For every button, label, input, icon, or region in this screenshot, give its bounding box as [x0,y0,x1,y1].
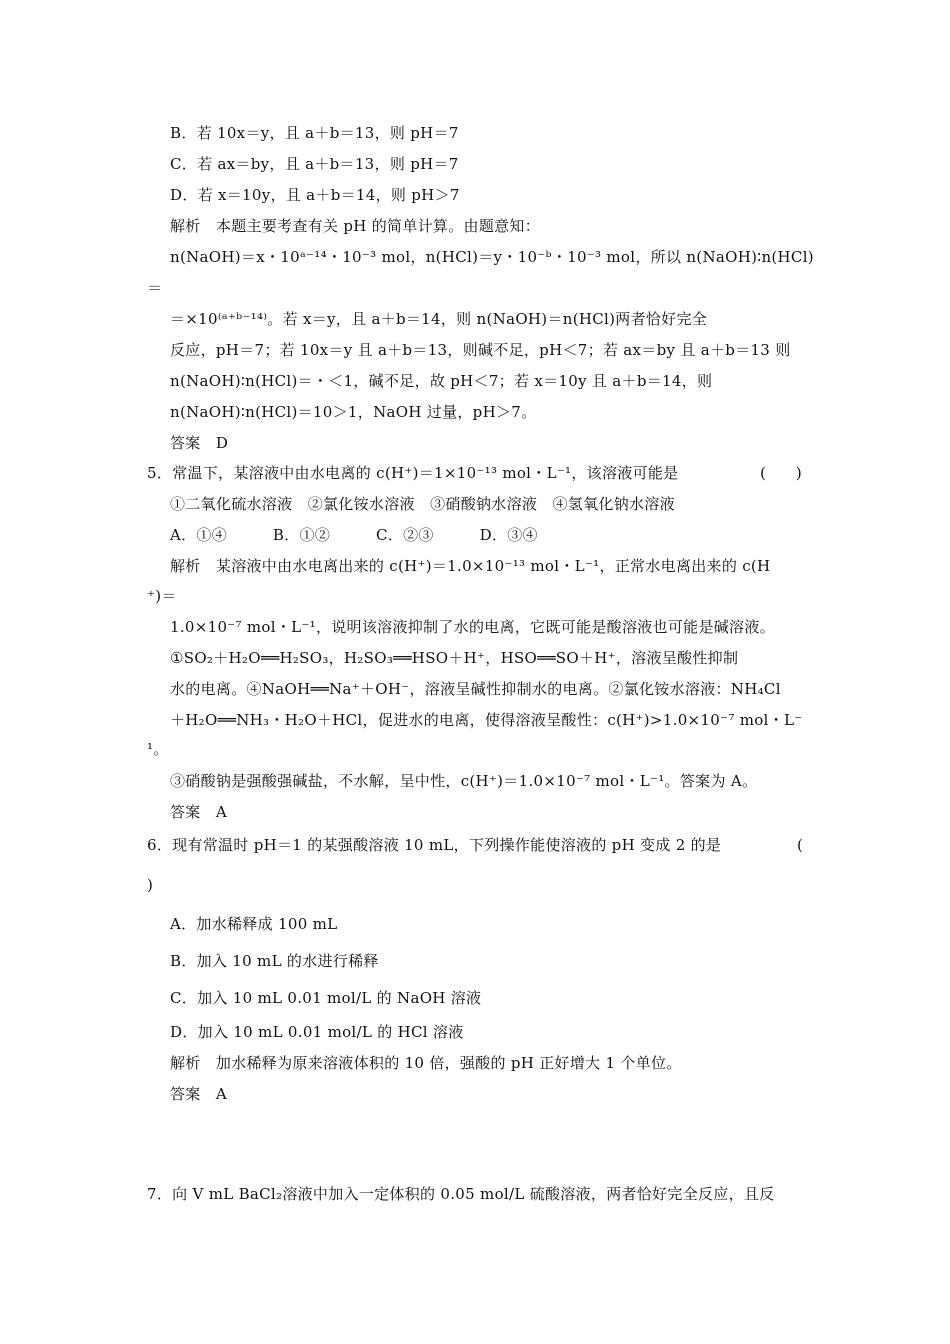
q4-analysis-line: 反应，pH＝7；若 10x＝y 且 a＋b＝13，则碱不足，pH＜7；若 ax＝by 且 a＋b＝13 则 [170,341,791,359]
q5-analysis-line: 1.0×10⁻⁷ mol・L⁻¹，说明该溶液抑制了水的电离，它既可能是酸溶液也可能是碱溶液。 [170,618,775,636]
q5-stem: 5．常温下，某溶液中由水电离的 c(H⁺)＝1×10⁻¹³ mol・L⁻¹，该溶液可能是 [147,464,679,482]
q7-stem: 7．向 V mL BaCl₂溶液中加入一定体积的 0.05 mol/L 硫酸溶液，两者恰好完全反应，且反 [147,1185,775,1203]
q4-answer: 答案 D [170,434,229,452]
q6-analysis: 解析 加水稀释为原来溶液体积的 10 倍，强酸的 pH 正好增大 1 个单位。 [170,1054,682,1072]
q4-option-d: D．若 x＝10y，且 a＋b＝14，则 pH＞7 [170,186,460,204]
q5-analysis-line: ③硝酸钠是强酸强碱盐，不水解，呈中性，c(H⁺)＝1.0×10⁻⁷ mol・L⁻¹。答案为 A。 [170,772,758,790]
q4-analysis-line: n(NaOH)∶n(HCl)＝・＜1，碱不足，故 pH＜7；若 x＝10y 且 a＋b＝14，则 [170,372,713,390]
q6-option-a: A．加水稀释成 100 mL [170,915,338,933]
q5-items: ①二氧化硫水溶液 ②氯化铵水溶液 ③硝酸钠水溶液 ④氢氧化钠水溶液 [170,495,675,513]
q4-analysis-line: n(NaOH)∶n(HCl)＝10＞1，NaOH 过量，pH＞7。 [170,403,537,421]
q4-analysis-line: ＝ [147,279,163,297]
q5-answer-paren: ( ) [760,464,802,482]
q4-analysis-line: n(NaOH)＝x・10ᵃ⁻¹⁴・10⁻³ mol，n(HCl)＝y・10⁻ᵇ・10⁻³ mol，所以 n(NaOH)∶n(HCl) [170,248,814,266]
q6-option-c: C．加入 10 mL 0.01 mol/L 的 NaOH 溶液 [170,989,482,1007]
q5-analysis-line: ⁺)＝ [147,587,177,605]
q6-answer-paren-close: ) [147,876,154,894]
q6-answer-paren-open: ( [797,836,803,854]
q5-analysis-line: ①SO₂＋H₂O══H₂SO₃，H₂SO₃══HSO＋H⁺，HSO══SO＋H⁺，溶液呈酸性抑制 [170,649,739,667]
q6-option-d: D．加入 10 mL 0.01 mol/L 的 HCl 溶液 [170,1023,464,1041]
q5-analysis-line: ＋H₂O══NH₃・H₂O＋HCl，促进水的电离，使得溶液呈酸性：c(H⁺)>1.0×10⁻⁷ mol・L⁻ [170,711,803,729]
q4-analysis-line: ＝×10⁽ᵃ⁺ᵇ⁻¹⁴⁾。若 x＝y，且 a＋b＝14，则 n(NaOH)＝n(HCl)两者恰好完全 [170,310,708,328]
q5-analysis-line: 水的电离。④NaOH══Na⁺＋OH⁻，溶液呈碱性抑制水的电离。②氯化铵水溶液：NH₄Cl [170,680,781,698]
q6-option-b: B．加入 10 mL 的水进行稀释 [170,952,379,970]
q5-options: A．①④ B．①② C．②③ D．③④ [170,526,538,544]
q5-answer: 答案 A [170,803,228,821]
q4-option-b: B．若 10x＝y，且 a＋b＝13，则 pH＝7 [170,124,459,142]
q4-option-c: C．若 ax＝by，且 a＋b＝13，则 pH＝7 [170,155,459,173]
q5-analysis-line: ¹。 [147,740,169,758]
q5-analysis-line: 解析 某溶液中由水电离出来的 c(H⁺)＝1.0×10⁻¹³ mol・L⁻¹，正常水电离出来的 c(H [170,557,771,575]
q4-analysis-line: 解析 本题主要考查有关 pH 的简单计算。由题意知： [170,217,541,235]
q6-stem: 6．现有常温时 pH＝1 的某强酸溶液 10 mL，下列操作能使溶液的 pH 变成 2 的是 [147,836,722,854]
q6-answer: 答案 A [170,1085,228,1103]
